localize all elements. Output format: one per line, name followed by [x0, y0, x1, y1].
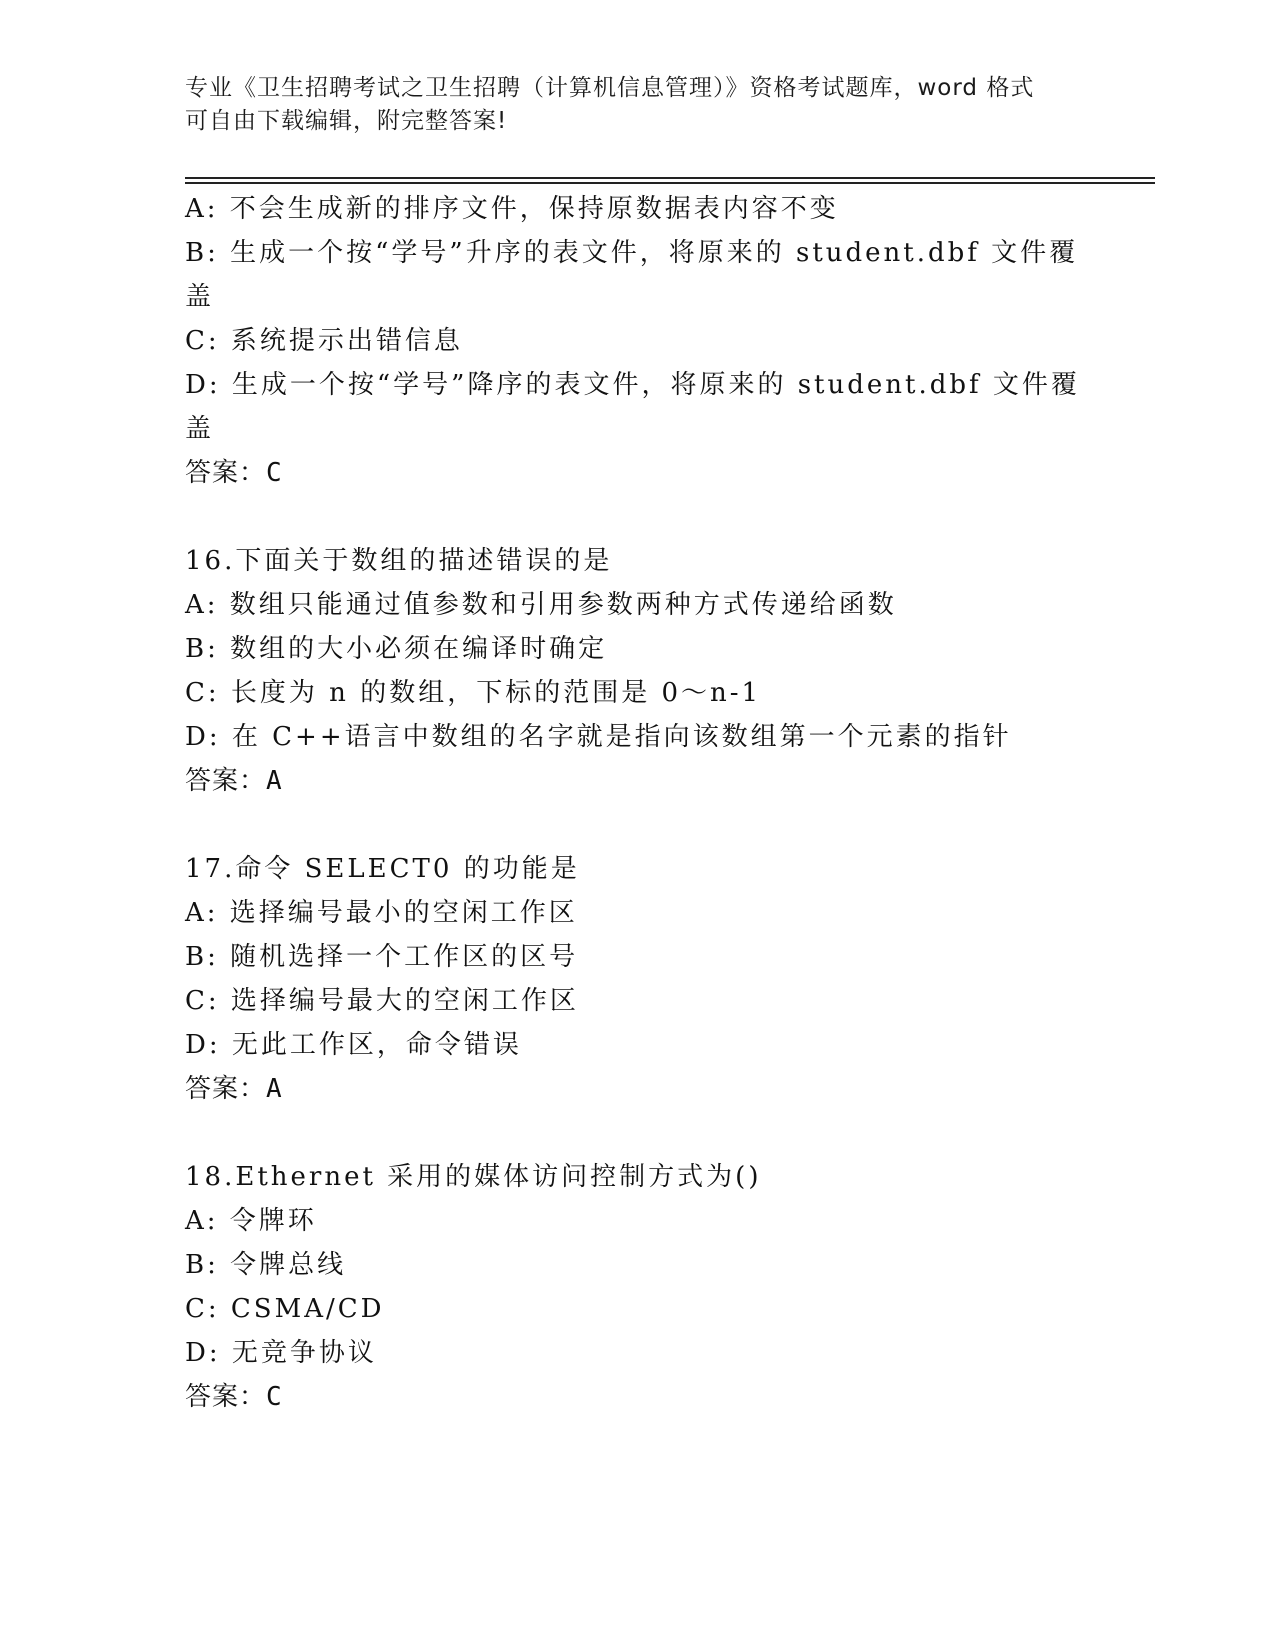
q15-option-b: B: 生成一个按“学号”升序的表文件，将原来的 student.dbf 文件覆 [185, 238, 1079, 268]
q15-option-c: C: 系统提示出错信息 [185, 326, 463, 356]
header-divider-bottom [185, 182, 1155, 184]
q15-option-a: A: 不会生成新的排序文件，保持原数据表内容不变 [185, 194, 839, 224]
q17-option-b: B: 随机选择一个工作区的区号 [185, 942, 579, 972]
header-line-2: 可自由下载编辑，附完整答案! [185, 108, 508, 134]
q15-answer: 答案：C [185, 458, 283, 488]
q18-option-a: A: 令牌环 [185, 1206, 317, 1236]
q15-option-b-wrap: 盖 [185, 282, 215, 312]
q16-option-c: C: 长度为 n 的数组，下标的范围是 0～n-1 [185, 678, 762, 708]
q15-option-d: D: 生成一个按“学号”降序的表文件，将原来的 student.dbf 文件覆 [185, 370, 1080, 400]
header-line-1: 专业《卫生招聘考试之卫生招聘（计算机信息管理）》资格考试题库，word 格式 [185, 75, 1035, 101]
q18-option-c: C: CSMA/CD [185, 1294, 385, 1324]
q18-answer: 答案：C [185, 1382, 283, 1412]
q18-option-d: D: 无竞争协议 [185, 1338, 377, 1368]
q16-answer: 答案：A [185, 766, 283, 796]
q16-title: 16.下面关于数组的描述错误的是 [185, 546, 613, 576]
q17-answer: 答案：A [185, 1074, 283, 1104]
q17-option-d: D: 无此工作区，命令错误 [185, 1030, 522, 1060]
q16-option-b: B: 数组的大小必须在编译时确定 [185, 634, 608, 664]
q17-option-c: C: 选择编号最大的空闲工作区 [185, 986, 579, 1016]
q16-option-a: A: 数组只能通过值参数和引用参数两种方式传递给函数 [185, 590, 897, 620]
q18-option-b: B: 令牌总线 [185, 1250, 347, 1280]
q17-title: 17.命令 SELECT0 的功能是 [185, 854, 580, 884]
q16-option-d: D: 在 C++语言中数组的名字就是指向该数组第一个元素的指针 [185, 722, 1012, 752]
header-divider-top [185, 177, 1155, 179]
q18-title: 18.Ethernet 采用的媒体访问控制方式为() [185, 1162, 762, 1192]
q17-option-a: A: 选择编号最小的空闲工作区 [185, 898, 578, 928]
document-header [185, 72, 1085, 138]
q15-option-d-wrap: 盖 [185, 414, 215, 444]
